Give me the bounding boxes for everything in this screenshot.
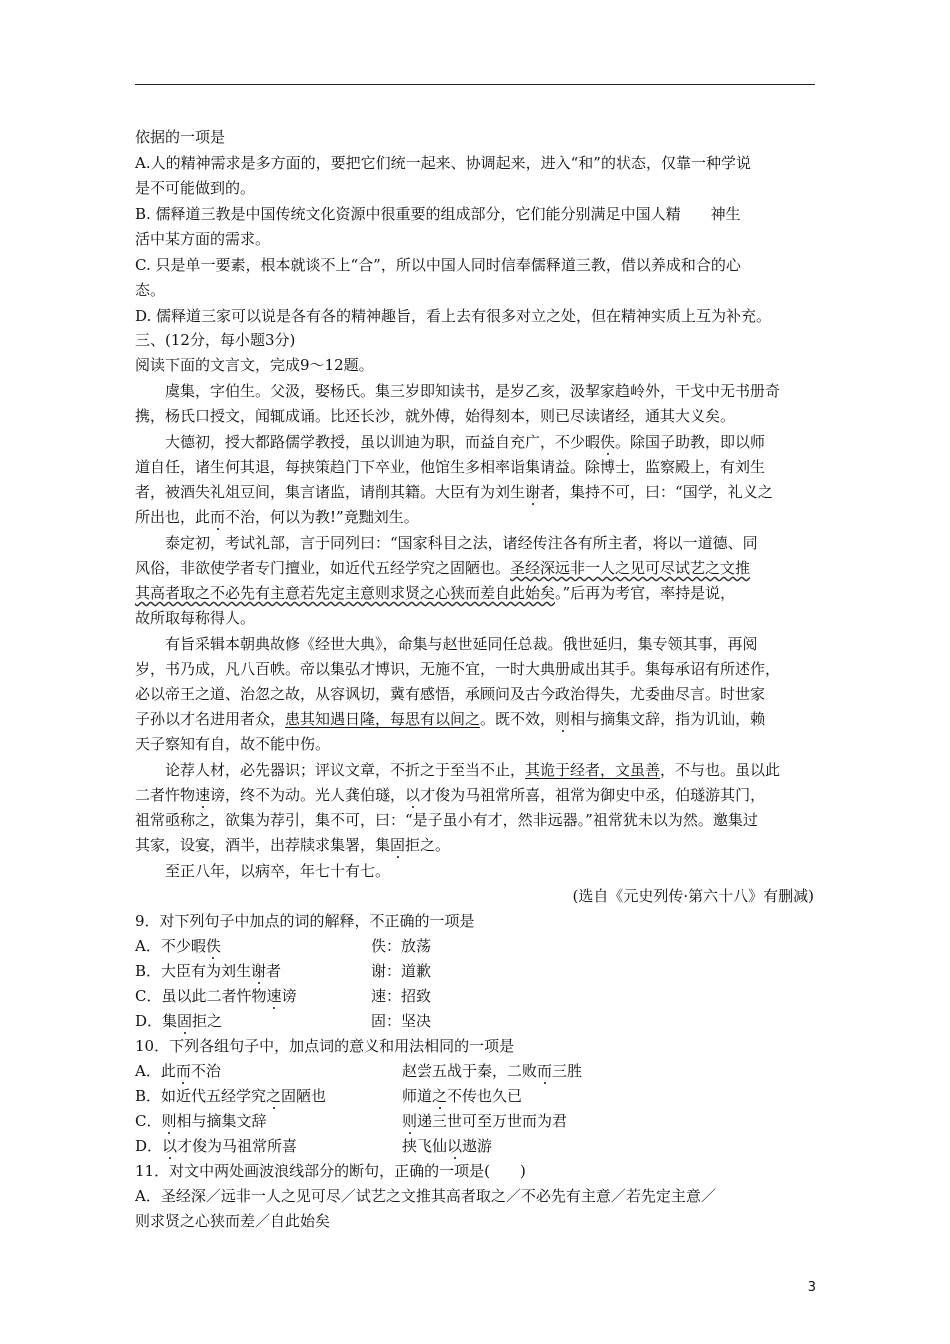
q8-option-a-line2: 是不可能做到的。 [135,179,256,197]
q9-option-a-gloss: 佚：放荡 [371,937,432,955]
q10-option-d-left: D．以才俊为马祖常所喜 [135,1137,298,1155]
dotted-char: 而 [210,508,226,526]
q10-option-c-right: 则递三世可至万世而为君 [402,1112,568,1130]
q10-option-a-left: A．此而不治 [135,1062,221,1080]
q9-option-d: D．集固拒之 [135,1012,223,1030]
passage-p3-line4: 故所取每称得人。 [135,609,256,627]
q11-option-a-line1: A．圣经深／远非一人之见可尽／试艺之文推其高者取之／不必先有主意／若先定主意／ [135,1187,716,1205]
q10-option-a-right: 赵尝五战于秦，二败而三胜 [402,1062,583,1080]
q8-option-d: D. 儒释道三家可以说是各有各的精神趣旨，看上去有很多对立之处，但在精神实质上互为补充。 [135,307,772,325]
page-number: 3 [807,1280,816,1295]
passage-p2-line2: 道自任，诸生何其退，每挟策趋门下卒业，他馆生多相率诣集请益。除博士，监察殿上，有刘生 [135,458,766,476]
dotted-char: 速 [266,987,282,1005]
passage-p3-line3: 其高者取之不必先有主意若先定主意则求贤之心狭而差自此始矣。”后再为考官，率持是说， [135,584,736,602]
dotted-char: 速 [195,786,211,804]
dotted-char: 而 [537,1062,553,1080]
q10-option-c-left: C．则相与摘集文辞 [135,1112,267,1130]
q9-option-c: C．虽以此二者忤物速谤 [135,987,297,1005]
q10-stem: 10．下列各组句子中，加点词的意义和用法相同的一项是 [135,1037,515,1055]
q10-option-d-right: 挟飞仙以遨游 [402,1137,493,1155]
q8-option-c-line1: C. 只是单一要素，根本就谈不上“合”，所以中国人同时信奉儒释道三教，借以养成和合的心 [135,256,741,274]
passage-p5-line2: 二者忤物速谤，终不为动。光人龚伯璲，以才俊为马祖常所喜，祖常为御史中丞，伯璲游其门， [135,786,766,804]
passage-p4-line3: 必以帝王之道、治忽之故，从容讽切，冀有感悟，承顾问及古今政治得失，尤委曲尽言。时世家 [135,685,766,703]
q9-option-d-gloss: 固：坚决 [371,1012,432,1030]
wavy-underline-1a: 圣经深远非一人之见可尽试艺之文推 [510,559,751,577]
passage-source: (选自《元史列传·第六十八》有删减) [572,887,814,905]
q10-option-b-right: 师道之不传也久已 [402,1087,523,1105]
dotted-char: 而 [175,1062,191,1080]
dotted-char: 以 [405,786,421,804]
passage-p6: 至正八年，以病卒，年七十有七。 [165,862,391,880]
underlined-sentence-2: 其诡于经者，文虽善 [525,761,661,779]
q9-option-b: B．大臣有为刘生谢者 [135,962,282,980]
passage-p4-line1: 有旨采辑本朝典故修《经世大典》，命集与赵世延同任总裁。俄世延归，集专领其事，再阅 [165,635,758,653]
dotted-char: 佚 [600,433,616,451]
q9-option-c-gloss: 速：招致 [371,987,432,1005]
q9-stem: 9．对下列句子中加点的词的解释，不正确的一项是 [135,912,475,930]
dotted-char: 固 [177,1012,193,1030]
section-header: 三、(12分，每小题3分) [135,331,296,349]
q9-option-b-gloss: 谢：道歉 [371,962,432,980]
passage-p3-line2: 风俗，非欲使学者专门擅业，如近代五经学究之固陋也。圣经深远非一人之见可尽试艺之文推 [135,559,751,577]
passage-p2-line1: 大德初，授大都路儒学教授，虽以训迪为职，而益自充广，不少暇佚。除国子助教，即以师 [165,433,766,451]
q11-option-a-line2: 则求贤之心狭而差／自此始矣 [135,1212,331,1230]
passage-p4-line2: 岁，书乃成，凡八百帙。帝以集弘才博识，无施不宜，一时大典册咸出其手。集每承诏有所述作， [135,660,781,678]
dotted-char: 则 [161,1112,177,1130]
passage-p3-line1: 泰定初，考试礼部，言于同列曰：“国家科目之法，诸经传注各有所主者，将以一道德、同 [165,534,758,552]
q9-option-a: A．不少暇佚 [135,937,221,955]
dotted-char: 则 [402,1112,418,1130]
dotted-char: 以 [162,1137,178,1155]
q10-option-b-left: B．如近代五经学究之固陋也 [135,1087,327,1105]
passage-p4-line5: 天子察知有自，故不能中伤。 [135,735,331,753]
dotted-char: 谢 [251,962,267,980]
wavy-underline-1b: 其高者取之不必先有主意若先定主意则求贤之心狭而差自此始矣 [135,584,556,602]
passage-p5-line3: 祖常亟称之，欲集为荐引，集不可，曰：“是子虽小有才，然非远器。”祖常犹未以为然。邀集过 [135,811,758,829]
q8-stem-tail: 依据的一项是 [135,128,226,146]
passage-p1-line2: 携，杨氏口授文，闻辄成诵。比还长沙，就外傅，始得刻本，则已尽读诸经，通其大义矣。 [135,407,736,425]
q8-option-a-line1: A.人的精神需求是多方面的，要把它们统一起来、协调起来，进入“和”的状态，仅靠一种学说 [135,154,751,172]
dotted-char: 固 [390,836,406,854]
dotted-char: 佚 [205,937,221,955]
section-instruction: 阅读下面的文言文，完成9～12题。 [135,356,374,374]
dotted-char: 以 [447,1137,463,1155]
passage-p2-line4: 所出也，此而不治，何以为教!”竟黜刘生。 [135,508,419,526]
passage-p5-line1: 论荐人材，必先器识；评议文章，不折之于至当不止，其诡于经者，文虽善，不与也。虽以此 [165,761,781,779]
dotted-char: 之 [266,1087,282,1105]
dotted-char: 之 [432,1087,448,1105]
passage-p2-line3: 者，被酒失礼俎豆间，集言诸监，请削其籍。大臣有为刘生谢者，集持不可，曰：“国学，礼义之 [135,483,773,501]
passage-p4-line4: 子孙以才名进用者众，患其知遇日隆，每思有以间之。既不效，则相与摘集文辞，指为讥讪，赖 [135,710,766,728]
underlined-sentence-1: 患其知遇日隆，每思有以间之 [285,710,481,728]
q8-option-b-line2: 活中某方面的需求。 [135,230,271,248]
dotted-char: 则 [555,710,571,728]
q8-option-b-line1: B. 儒释道三教是中国传统文化资源中很重要的组成部分，它们能分别满足中国人精 神生 [135,205,741,223]
q11-stem: 11．对文中两处画波浪线部分的断句，正确的一项是( ) [135,1162,526,1180]
passage-p5-line4: 其家，设宴，酒半，出荐牍求集署，集固拒之。 [135,836,451,854]
dotted-char: 谢 [525,483,541,501]
q8-option-c-line2: 态。 [135,281,166,299]
passage-p1-line1: 虞集，字伯生。父汲，娶杨氏。集三岁即知读书，是岁乙亥，汲挈家趋岭外，干戈中无书册奇 [165,382,781,400]
header-rule [135,84,815,85]
